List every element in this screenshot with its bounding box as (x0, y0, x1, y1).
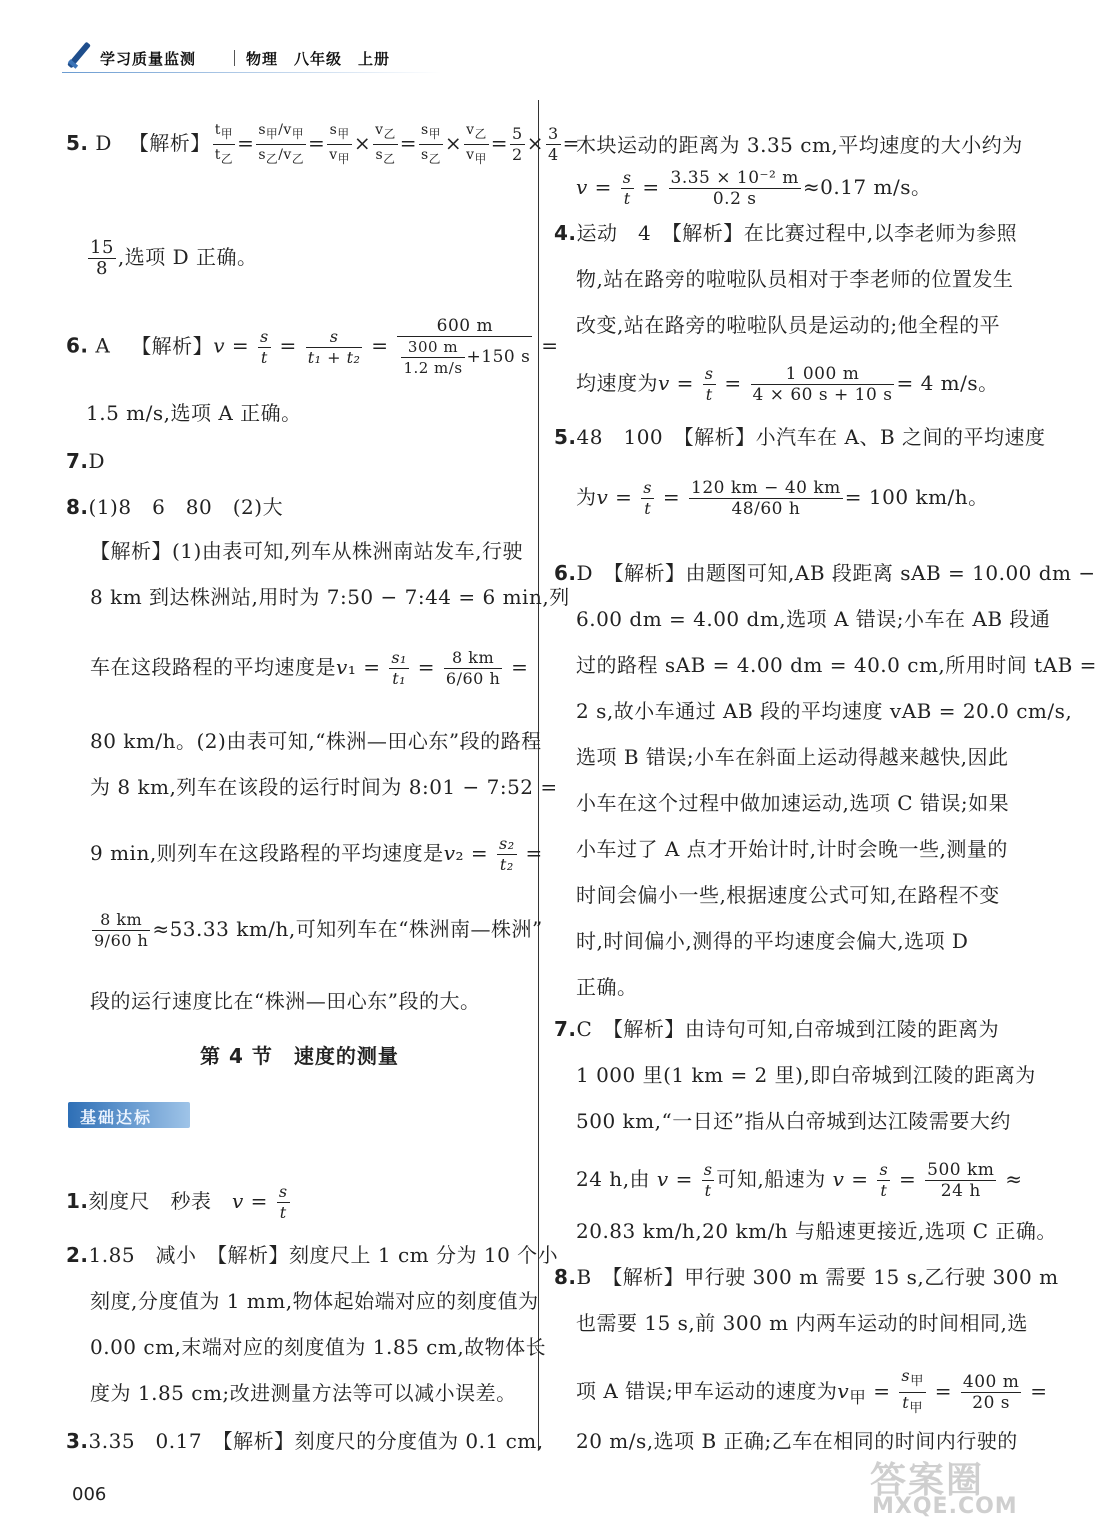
left-s2-l1: 2.1.85 减小 【解析】刻度尺上 1 cm 分为 10 个小 (66, 1243, 559, 1267)
left-q8-l7: $\frac{8 km}{9/60 h}$ ≈53.33 km/h,可知列车在“株洲南—株洲” (94, 910, 543, 950)
right-r7-l5: 20.83 km/h,20 km/h 与船速更接近,选项 C 正确。 (576, 1219, 1057, 1243)
book-subtitle: 物理 八年级 上册 (246, 50, 391, 68)
left-s2-l2: 刻度,分度值为 1 mm,物体起始端对应的刻度值为 (90, 1289, 539, 1313)
right-r6-l3: 过的路程 sAB = 4.00 dm = 40.0 cm,所用时间 tAB = (576, 653, 1097, 677)
left-s1: 1.刻度尺 秒表 v = $\frac{s}{t}$ (66, 1182, 288, 1222)
right-r4-l4: 均速度为v = $\frac{s}{t}$ = $\frac{1 000 m}{4 \times 60 s + 10 s}$ = 4 m/s。 (576, 364, 999, 405)
right-r4-l2: 物,站在路旁的啦啦队员相对于李老师的位置发生 (576, 267, 1014, 291)
right-r6-l5: 选项 B 错误;小车在斜面上运动得越来越快,因此 (576, 745, 1009, 769)
left-q8-l3: 车在这段路程的平均速度是v₁ = $\frac{\text{s₁}}{\text{t₁}}$ = $\frac{8 km}{6/60 h}$ = (90, 648, 529, 688)
right-r6-l9: 时,时间偏小,测得的平均速度会偏大,选项 D (576, 929, 969, 953)
left-s3-l1: 3.3.35 0.17 【解析】刻度尺的分度值为 0.1 cm, (66, 1429, 544, 1453)
right-r4-l3: 改变,站在路旁的啦啦队员是运动的;他全程的平 (576, 313, 1001, 337)
right-r7-l4: 24 h,由 v = $\frac{s}{t}$ 可知,船速为 v = $\frac{s}{t}$ = $\frac{500 km}{24 h}$ ≈ (576, 1160, 1023, 1201)
right-r6-l2: 6.00 dm = 4.00 dm,选项 A 错误;小车在 AB 段通 (576, 607, 1051, 631)
right-r0-l1: 木块运动的距离为 3.35 cm,平均速度的大小约为 (576, 133, 1023, 157)
right-r6-l10: 正确。 (576, 975, 638, 999)
right-r6-l4: 2 s,故小车通过 AB 段的平均速度 vAB = 20.0 cm/s, (576, 699, 1073, 723)
header-separator (234, 50, 235, 66)
left-q5-result: $\frac{15}{8}$ ,选项 D 正确。 (90, 237, 258, 279)
right-r7-l2: 1 000 里(1 km = 2 里),即白帝城到江陵的距离为 (576, 1063, 1036, 1087)
left-s2-l3: 0.00 cm,末端对应的刻度值为 1.85 cm,故物体长 (90, 1335, 547, 1359)
right-r5-l1: 5.48 100 【解析】小汽车在 A、B 之间的平均速度 (554, 425, 1046, 449)
left-q8-l1: 【解析】(1)由表可知,列车从株洲南站发车,行驶 (90, 539, 524, 563)
pen-icon (66, 42, 92, 68)
left-q6-formula: 6. A 【解析】v = $\frac{s}{t}$ = $\frac{s}{\text{t₁ + t₂}}$ = 600 m $\frac{300 m}{1.2 m/s}$ +150 s = (66, 316, 559, 377)
right-r8-l4: 20 m/s,选项 B 正确;乙车在相同的时间内行驶的 (576, 1429, 1018, 1453)
page-header (62, 40, 462, 74)
watermark-url: MXQE.COM (872, 1494, 1018, 1519)
right-r8-l1: 8.B 【解析】甲行驶 300 m 需要 15 s,乙行驶 300 m (554, 1265, 1059, 1289)
basic-practice-banner: 基础达标 (68, 1102, 190, 1128)
left-q7: 7.D (66, 449, 106, 473)
header-underline (62, 72, 442, 73)
right-r6-l7: 小车过了 A 点才开始计时,计时会晚一些,测量的 (576, 837, 1008, 861)
right-r7-l1: 7.C 【解析】由诗句可知,白帝城到江陵的距离为 (554, 1017, 1000, 1041)
right-r5-l2: 为v = $\frac{s}{t}$ = $\frac{120 km - 40 km}{48/60 h}$ = 100 km/h。 (576, 478, 989, 519)
right-r8-l2: 也需要 15 s,前 300 m 内两车运动的时间相同,选 (576, 1311, 1028, 1335)
right-r0-formula: v = $\frac{s}{t}$ = $\frac{\text{3.35 × 10⁻² m}}{0.2 s}$ ≈0.17 m/s。 (576, 168, 932, 209)
left-s2-l4: 度为 1.85 cm;改进测量方法等可以减小误差。 (90, 1381, 517, 1405)
right-r6-l6: 小车在这个过程中做加速运动,选项 C 错误;如果 (576, 791, 1010, 815)
page-number: 006 (72, 1484, 107, 1505)
left-q8-l5: 为 8 km,列车在该段的运行时间为 8:01 − 7:52 = (90, 775, 558, 799)
right-r6-l8: 时间会偏小一些,根据速度公式可知,在路程不变 (576, 883, 1000, 907)
fraction-nested: $\frac{s_甲/v_甲}{s_乙/v_乙}$ (258, 122, 305, 166)
section-title: 第 4 节 速度的测量 (200, 1044, 399, 1068)
right-r6-l1: 6.D 【解析】由题图可知,AB 段距离 sAB = 10.00 dm − (554, 561, 1096, 585)
left-q8-l2: 8 km 到达株洲站,用时为 7:50 − 7:44 = 6 min,列 (90, 585, 570, 609)
left-q8-l6: 9 min,则列车在这段路程的平均速度是v₂ = $\frac{\text{s₂}}{\text{t₂}}$ = (90, 834, 543, 874)
left-q5-formula: 5. D 【解析】 $\frac{t_甲}{t_乙}$ = $\frac{s_甲/v_甲}{s_乙/v_乙}$ = $\frac{s_甲}{v_甲}$ × $\frac{v_乙}{s_乙}$ = $\frac{s_甲}{s_乙}$ × $\frac{v_乙}{v_甲}$ = $\frac{5}{2}$ × $\frac{3}{4}$ = (66, 120, 580, 169)
right-r7-l3: 500 km,“一日还”指从白帝城到达江陵需要大约 (576, 1109, 1011, 1133)
left-q8-answer: 8.(1)8 6 80 (2)大 (66, 495, 284, 519)
left-q6-result: 1.5 m/s,选项 A 正确。 (86, 401, 302, 425)
watermark-logo (860, 1452, 1030, 1522)
watermark-text: 答案圈 (870, 1460, 985, 1501)
right-r8-l3: 项 A 错误;甲车运动的速度为$v_甲$ = $\frac{s_甲}{t_甲}$ = $\frac{400 m}{20 s}$ = (576, 1366, 1048, 1417)
book-title: 学习质量监测 (100, 50, 197, 68)
right-r4-l1: 4.运动 4 【解析】在比赛过程中,以李老师为参照 (554, 221, 1018, 245)
left-q8-l8: 段的运行速度比在“株洲—田心东”段的大。 (90, 989, 481, 1013)
fraction-nested: $\frac{t_甲}{t_乙}$ (214, 122, 234, 166)
left-q8-l4: 80 km/h。(2)由表可知,“株洲—田心东”段的路程 (90, 729, 542, 753)
